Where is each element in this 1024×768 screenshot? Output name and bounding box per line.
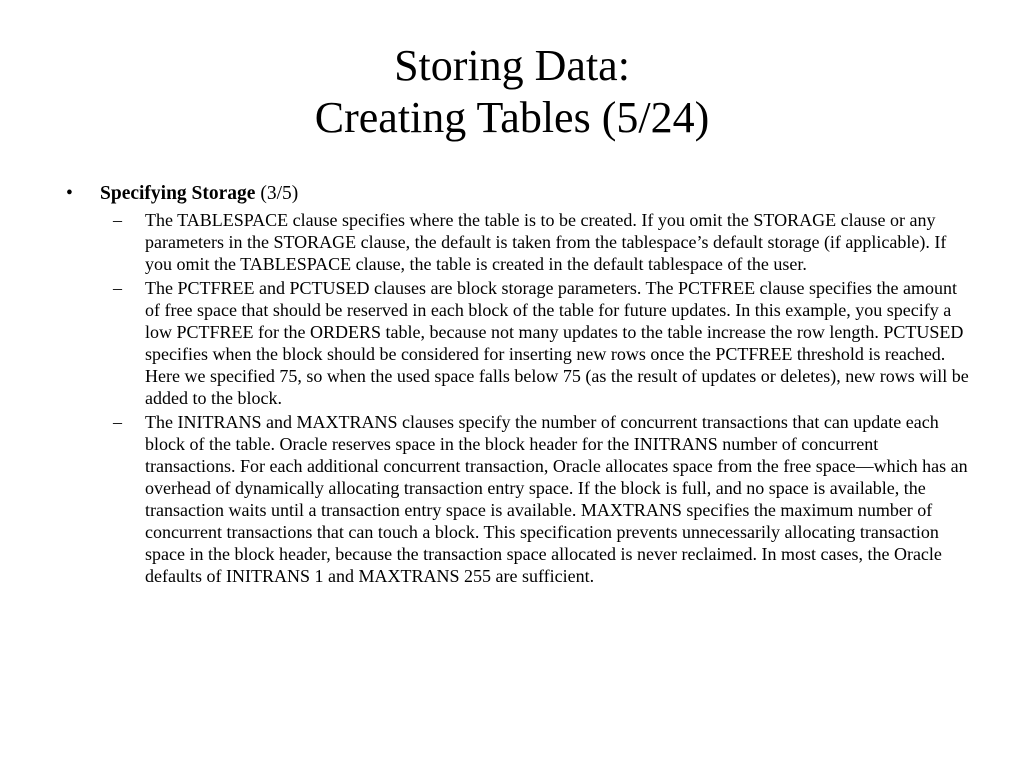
slide-title-line-1: Storing Data: [394, 41, 630, 90]
dash-marker: – [113, 412, 122, 432]
bullet-marker: • [66, 183, 73, 204]
bullet-specifying-storage [66, 182, 970, 205]
bullet-heading: Specifying Storage [100, 183, 256, 204]
dash-marker: – [113, 278, 122, 298]
sub-bullet-pctfree [113, 277, 970, 409]
dash-marker: – [113, 210, 122, 230]
sub-bullet-tablespace [113, 209, 970, 275]
sub-bullet-text: The PCTFREE and PCTUSED clauses are block storage parameters. The PCTFREE clause specifies the amount of free space that should be reserved in each block of the table for future updates. In this example, you specify a low PCTFREE for the ORDERS table, because not many updates to the table increase the row length. PCTUSED specifies when the block should be considered for inserting new rows once the PCTFREE threshold is reached. Here we specified 75, so when the used space falls below 75 (as the result of updates or deletes), new rows will be added to the block. [145, 278, 969, 408]
slide-title [0, 40, 1024, 144]
sub-bullet-text: The TABLESPACE clause specifies where the table is to be created. If you omit the STORAGE clause or any parameters in the STORAGE clause, the default is taken from the tablespace’s default storage (if applicable). If you omit the TABLESPACE clause, the table is created in the default tablespace of the user. [145, 210, 947, 274]
sub-bullet-text: The INITRANS and MAXTRANS clauses specify the number of concurrent transactions that can update each block of the table. Oracle reserves space in the block header for the INITRANS number of concurrent transactions. For each additional concurrent transaction, Oracle allocates space from the free space—which has an overhead of dynamically allocating transaction entry space. If the block is full, and no space is available, the transaction waits until a transaction entry space is available. MAXTRANS specifies the maximum number of concurrent transactions that can touch a block. This specification prevents unnecessarily allocating transaction space in the block header, because the transaction space allocated is never reclaimed. In most cases, the Oracle defaults of INITRANS 1 and MAXTRANS 255 are sufficient. [145, 412, 968, 586]
sub-bullet-initrans [113, 411, 970, 587]
slide-body [66, 182, 970, 589]
sub-bullet-list [90, 209, 970, 587]
bullet-heading-suffix: (3/5) [255, 183, 299, 204]
slide-title-line-2: Creating Tables (5/24) [314, 92, 710, 142]
